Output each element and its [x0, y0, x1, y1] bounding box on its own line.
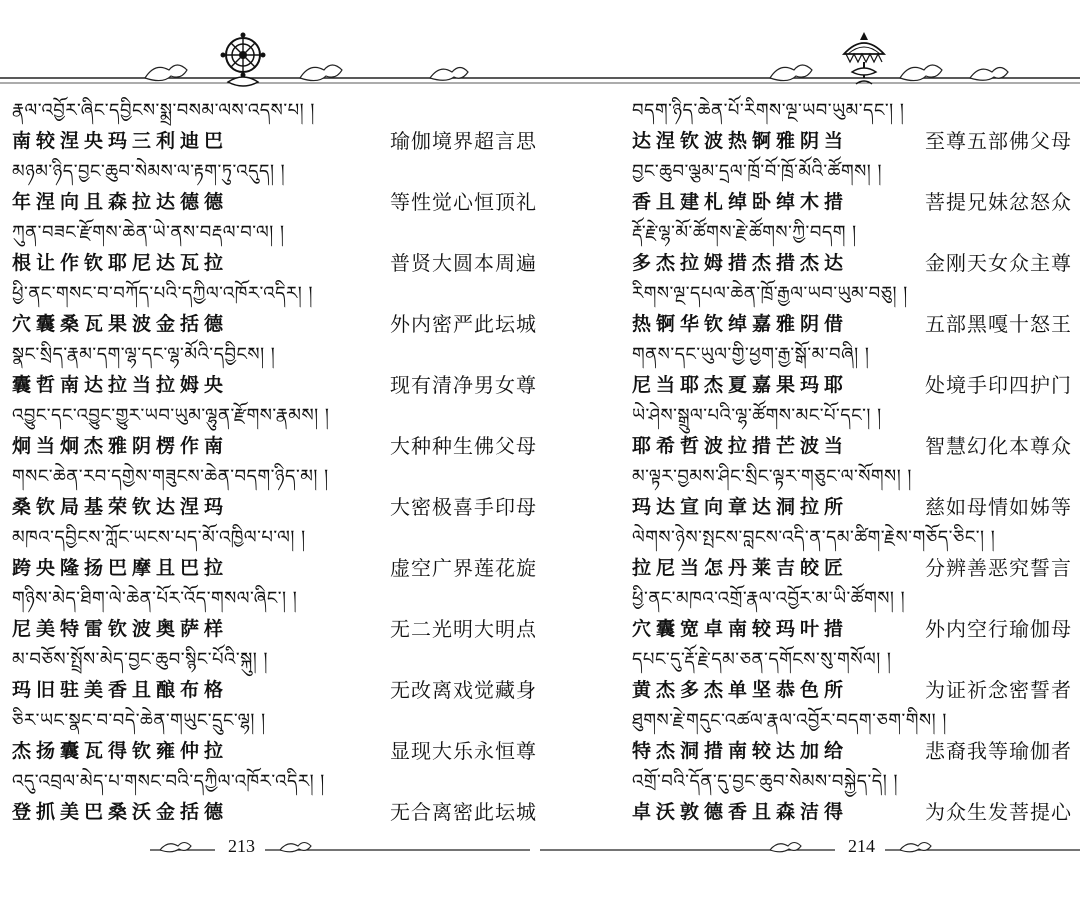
verse-pair — [12, 736, 537, 766]
phonetic-line: 年涅向且森拉达德德 — [12, 191, 229, 213]
chinese-line: 外内密严此坛城 — [390, 312, 537, 336]
phonetic-line: 登抓美巴桑沃金括德 — [12, 801, 229, 823]
chinese-line: 慈如母情如姊等 — [925, 495, 1072, 519]
chinese-line: 普贤大圆本周遍 — [390, 251, 537, 275]
tibetan-line: མ་བཅོས་སྤྲོས་མེད་བྱང་ཆུབ་སྙིང་པོའི་སྐུ། ། — [12, 649, 269, 670]
tibetan-line: ཕྱི་ནང་གསང་བ་བཀོད་པའི་དཀྱིལ་འཁོར་འདིར། ། — [12, 283, 313, 304]
chinese-line: 瑜伽境界超言思 — [390, 129, 537, 153]
phonetic-line: 耶希哲波拉措芒波当 — [632, 435, 849, 457]
verse-pair — [632, 736, 1072, 766]
chinese-line: 虚空广界莲花旋 — [390, 556, 537, 580]
phonetic-line: 穴囊宽卓南较玛叶措 — [632, 618, 849, 640]
tibetan-line: ཕྱི་ནང་མཁའ་འགྲོ་རྣལ་འབྱོར་མ་ཡི་ཚོགས། ། — [632, 588, 906, 609]
tibetan-line: རྡོ་རྗེ་ལྷ་མོ་ཚོགས་རྗེ་ཚོགས་ཀྱི་བདག ། — [632, 222, 857, 243]
chinese-line: 分辨善恶究誓言 — [925, 556, 1072, 580]
page-number: 213 — [228, 836, 255, 856]
tibetan-line: རིགས་ལྔ་དཔལ་ཆེན་ཁྲོ་རྒྱལ་ཡབ་ཡུམ་བཅུ། ། — [632, 283, 908, 304]
chinese-line: 为众生发菩提心 — [925, 800, 1072, 824]
tibetan-line: མཁའ་དབྱིངས་ཀློང་ཡངས་པད་མོ་འཁྱིལ་པ་ལ། ། — [12, 527, 306, 548]
verse-pair — [12, 248, 537, 278]
tibetan-line: གནས་དང་ཡུལ་གྱི་ཕྱག་རྒྱ་སྒོ་མ་བཞི། ། — [632, 344, 870, 365]
chinese-line: 菩提兄妹忿怒众 — [925, 190, 1072, 214]
verse-pair — [12, 797, 537, 827]
chinese-line: 悲裔我等瑜伽者 — [925, 739, 1072, 763]
tibetan-line: རྣལ་འབྱོར་ཞིང་དབྱིངས་སྨྲ་བསམ་ལས་འདས་པ། ། — [12, 100, 315, 121]
dharma-wheel-icon — [220, 30, 266, 88]
phonetic-line: 拉尼当怎丹莱吉皎匠 — [632, 557, 849, 579]
header-ornament-right — [540, 58, 1080, 98]
tibetan-line: གསང་ཆེན་རབ་དགྱེས་གཟུངས་ཆེན་བདག་ཉིད་མ། ། — [12, 466, 329, 487]
verse-pair — [12, 492, 537, 522]
chinese-line: 无二光明大明点 — [390, 617, 537, 641]
tibetan-line: འབྱུང་དང་འབྱུང་གྱུར་ཡབ་ཡུམ་ལྷུན་རྫོགས་རྣམས། ། — [12, 405, 330, 426]
phonetic-line: 多杰拉姆措杰措杰达 — [632, 252, 849, 274]
phonetic-line: 特杰洞措南较达加给 — [632, 740, 849, 762]
tibetan-line: ཅིར་ཡང་སྣང་བ་བདེ་ཆེན་གཡུང་དྲུང་ལྷ། ། — [12, 710, 266, 731]
chinese-line: 外内空行瑜伽母 — [925, 617, 1072, 641]
verse-pair — [12, 614, 537, 644]
footer-ornament-right — [540, 836, 1080, 862]
phonetic-line: 达涅钦波热锕雅阴当 — [632, 130, 849, 152]
tibetan-line: བྱང་ཆུབ་ལྕམ་དྲལ་ཁྲོ་བོ་ཁྲོ་མོའི་ཚོགས། ། — [632, 161, 883, 182]
verse-pair — [632, 126, 1072, 156]
chinese-line: 金刚天女众主尊 — [925, 251, 1072, 275]
phonetic-line: 玛旧驻美香且酿布格 — [12, 679, 229, 701]
chinese-line: 至尊五部佛父母 — [925, 129, 1072, 153]
header-ornament-left — [0, 58, 540, 98]
phonetic-line: 尼当耶杰夏嘉果玛耶 — [632, 374, 849, 396]
tibetan-line: འགྲོ་བའི་དོན་དུ་བྱང་ཆུབ་སེམས་བསྐྱེད་དེ། ། — [632, 771, 898, 792]
tibetan-line: མ་ལྟར་བྱམས་ཤིང་སྲིང་ལྟར་གཅུང་ལ་སོགས། ། — [632, 466, 912, 487]
chinese-line: 等性觉心恒顶礼 — [390, 190, 537, 214]
phonetic-line: 炯当炯杰雅阴楞作南 — [12, 435, 229, 457]
tibetan-line: བདག་ཉིད་ཆེན་པོ་རིགས་ལྔ་ཡབ་ཡུམ་དང་། ། — [632, 100, 905, 121]
phonetic-line: 穴囊桑瓦果波金括德 — [12, 313, 229, 335]
verse-pair — [12, 370, 537, 400]
chinese-line: 大种种生佛父母 — [390, 434, 537, 458]
tibetan-line: ཀུན་བཟང་རྫོགས་ཆེན་ཡེ་ནས་བརྡལ་བ་ལ། ། — [12, 222, 285, 243]
tibetan-line: མཉམ་ཉིད་བྱང་ཆུབ་སེམས་ལ་རྟག་ཏུ་འདུད། ། — [12, 161, 286, 182]
tibetan-line: སྣང་སྲིད་རྣམ་དག་ལྷ་དང་ལྷ་མོའི་དབྱིངས། ། — [12, 344, 276, 365]
chinese-line: 五部黑嘎十怒王 — [925, 312, 1072, 336]
chinese-line: 现有清净男女尊 — [390, 373, 537, 397]
phonetic-line: 跨央隆扬巴摩且巴拉 — [12, 557, 229, 579]
verse-pair — [12, 187, 537, 217]
phonetic-line: 黄杰多杰单坚恭色所 — [632, 679, 849, 701]
chinese-line: 无改离戏觉藏身 — [390, 678, 537, 702]
footer-ornament-left — [0, 836, 540, 862]
phonetic-line: 根让作钦耶尼达瓦拉 — [12, 252, 229, 274]
tibetan-line: ཐུགས་རྗེ་གདུང་འཚལ་རྣལ་འབྱོར་བདག་ཅག་གིས། ། — [632, 710, 947, 731]
tibetan-line: འདུ་འབྲལ་མེད་པ་གསང་བའི་དཀྱིལ་འཁོར་འདིར། ། — [12, 771, 325, 792]
right-page — [540, 0, 1080, 921]
verse-pair — [632, 431, 1072, 461]
verse-pair — [632, 309, 1072, 339]
verse-pair — [632, 370, 1072, 400]
verse-pair — [632, 492, 1072, 522]
page-number: 214 — [848, 836, 875, 856]
phonetic-line: 南较涅央玛三利迪巴 — [12, 130, 229, 152]
chinese-line: 智慧幻化本尊众 — [925, 434, 1072, 458]
parasol-icon — [838, 28, 890, 90]
verse-pair — [12, 309, 537, 339]
verse-pair — [632, 675, 1072, 705]
phonetic-line: 囊哲南达拉当拉姆央 — [12, 374, 229, 396]
chinese-line: 显现大乐永恒尊 — [390, 739, 537, 763]
verse-pair — [632, 614, 1072, 644]
tibetan-line: གཉིས་མེད་ཐིག་ལེ་ཆེན་པོར་འོད་གསལ་ཞིང་། ། — [12, 588, 298, 609]
verse-pair — [632, 797, 1072, 827]
chinese-line: 处境手印四护门 — [925, 373, 1072, 397]
verse-pair — [632, 553, 1072, 583]
phonetic-line: 杰扬囊瓦得钦雍仲拉 — [12, 740, 229, 762]
tibetan-line: ཡེ་ཤེས་སྒྲུལ་པའི་ལྷ་ཚོགས་མང་པོ་དང་། ། — [632, 405, 882, 426]
phonetic-line: 热锕华钦绰嘉雅阴借 — [632, 313, 849, 335]
verse-pair — [12, 675, 537, 705]
chinese-line: 大密极喜手印母 — [390, 495, 537, 519]
verse-pair — [12, 553, 537, 583]
verse-pair — [12, 431, 537, 461]
phonetic-line: 香且建札绰卧绰木措 — [632, 191, 849, 213]
phonetic-line: 桑钦局基荣钦达涅玛 — [12, 496, 229, 518]
chinese-line: 无合离密此坛城 — [390, 800, 537, 824]
chinese-line: 为证祈念密誓者 — [925, 678, 1072, 702]
verse-pair — [632, 187, 1072, 217]
phonetic-line: 玛达宣向章达洞拉所 — [632, 496, 849, 518]
phonetic-line: 卓沃敦德香且森洁得 — [632, 801, 849, 823]
tibetan-line: དཔང་དུ་རྡོ་རྗེ་དམ་ཅན་དགོངས་སུ་གསོལ། ། — [632, 649, 892, 670]
tibetan-line: ལེགས་ཉེས་སྤངས་བླངས་འདི་ན་དམ་ཚིག་རྗེས་གཅོད་ཅིང་། ། — [632, 527, 996, 548]
verse-pair — [12, 126, 537, 156]
verse-pair — [632, 248, 1072, 278]
phonetic-line: 尼美特雷钦波奥萨样 — [12, 618, 229, 640]
